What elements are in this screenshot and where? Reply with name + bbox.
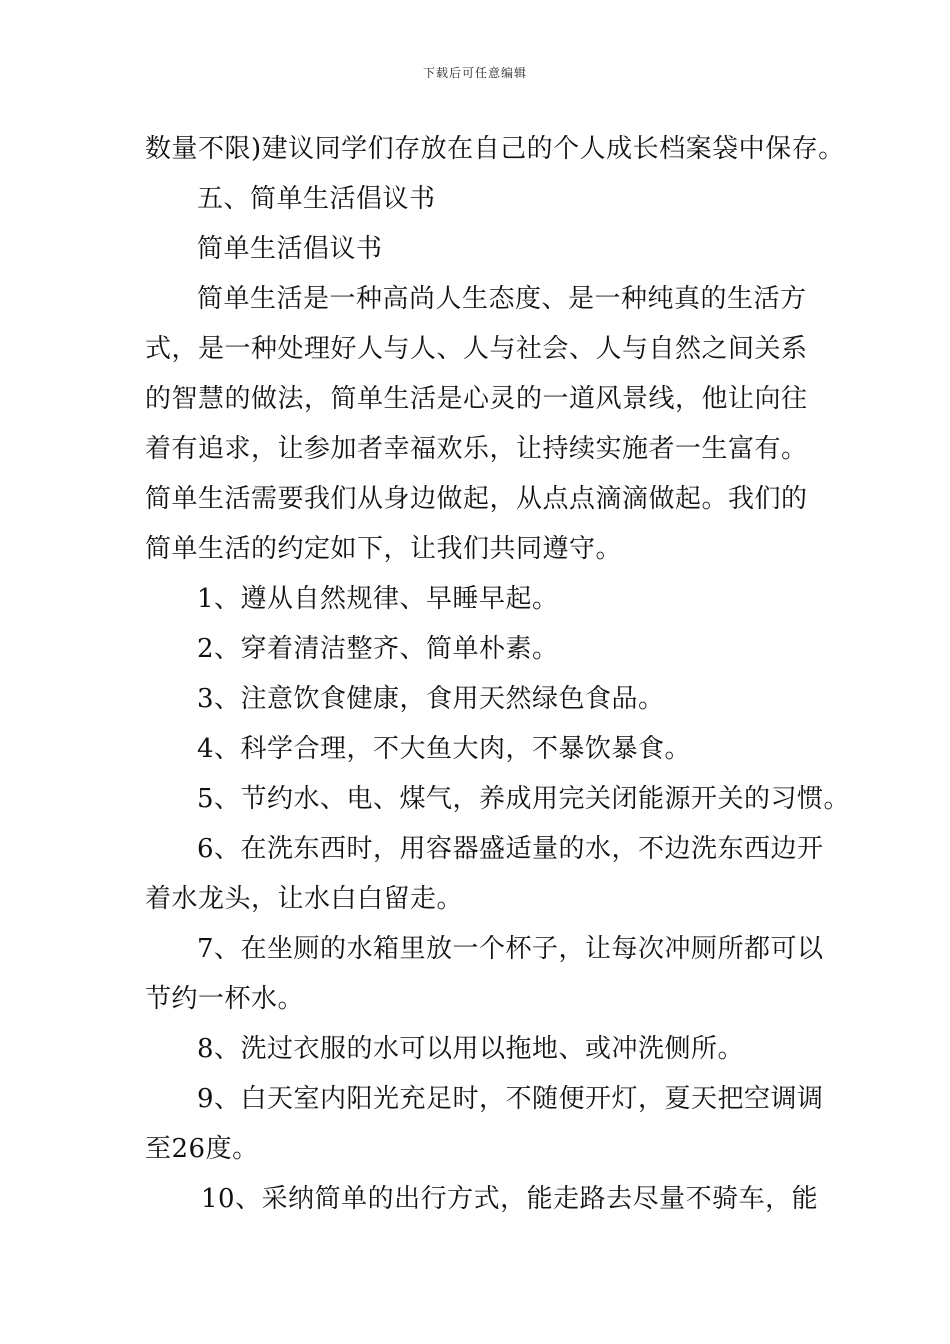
document-body — [145, 124, 851, 1224]
text-line: 简单生活需要我们从身边做起，从点点滴滴做起。我们的 — [145, 484, 808, 514]
text-line: 简单生活的约定如下，让我们共同遵守。 — [145, 534, 623, 564]
list-item-continuation: 至26度。 — [145, 1134, 259, 1164]
list-item: 10、采纳简单的出行方式，能走路去尽量不骑车，能 — [201, 1184, 819, 1214]
list-item: 7、在坐厕的水箱里放一个杯子，让每次冲厕所都可以 — [197, 934, 824, 964]
text-line: 简单生活是一种高尚人生态度、是一种纯真的生活方 — [197, 284, 807, 314]
list-item: 6、在洗东西时，用容器盛适量的水，不边洗东西边开 — [197, 834, 824, 864]
list-item: 3、注意饮食健康，食用天然绿色食品。 — [197, 684, 665, 714]
list-item: 5、节约水、电、煤气，养成用完关闭能源开关的习惯。 — [197, 784, 851, 814]
text-line: 式，是一种处理好人与人、人与社会、人与自然之间关系 — [145, 334, 808, 364]
list-item: 9、白天室内阳光充足时，不随便开灯，夏天把空调调 — [197, 1084, 824, 1114]
document-title: 简单生活倡议书 — [197, 234, 383, 264]
text-line: 的智慧的做法，简单生活是心灵的一道风景线，他让向往 — [145, 384, 808, 414]
list-item-continuation: 节约一杯水。 — [145, 984, 305, 1014]
list-item: 1、遵从自然规律、早睡早起。 — [197, 584, 559, 614]
text-line: 着有追求，让参加者幸福欢乐，让持续实施者一生富有。 — [145, 434, 808, 464]
text-line: 数量不限)建议同学们存放在自己的个人成长档案袋中保存。 — [145, 134, 845, 164]
page-header: 下载后可任意编辑 — [422, 66, 527, 80]
list-item: 4、科学合理，不大鱼大肉，不暴饮暴食。 — [197, 734, 692, 764]
list-item: 2、穿着清洁整齐、简单朴素。 — [197, 634, 559, 664]
list-item-continuation: 着水龙头，让水白白留走。 — [145, 884, 464, 914]
section-heading: 五、简单生活倡议书 — [197, 184, 436, 214]
list-item: 8、洗过衣服的水可以用以拖地、或冲洗侧所。 — [197, 1034, 745, 1064]
